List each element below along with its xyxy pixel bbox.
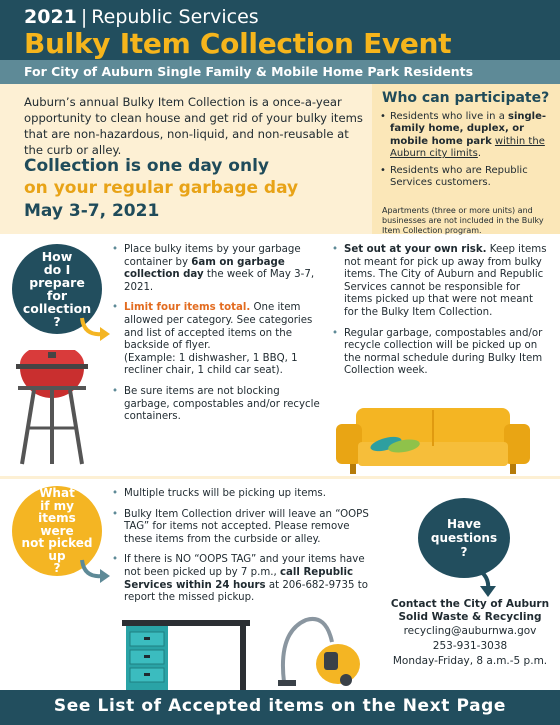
headline-one-day: Collection is one day only <box>24 156 269 176</box>
prepare-label-4: for <box>46 288 68 303</box>
header-banner <box>0 0 560 60</box>
who-can-participate-box <box>372 84 560 234</box>
prepare-label-1: How <box>41 249 73 264</box>
prepare-list-right <box>332 244 550 386</box>
bbq-grill-icon <box>14 350 90 468</box>
who-item-customers: • Residents who are Republic Services customers. <box>380 165 556 190</box>
questions-label-2: questions <box>430 531 498 545</box>
prepare-b4-bold: Set out at your own risk. <box>344 244 487 255</box>
whatif-label-1: What <box>39 486 75 501</box>
who-item1-end: . <box>477 148 482 160</box>
contact-block <box>380 598 560 669</box>
sofa-icon <box>336 402 530 476</box>
curved-arrow-icon <box>78 554 112 584</box>
prepare-list-left <box>112 244 322 432</box>
header-year: 2021 <box>24 6 77 28</box>
intro-text: Auburn’s annual Bulky Item Collection is a once-a-year opportunity to clean house and get rid of your bulky items that are non-hazardous, non-liquid, and non-reusable at the curb or alley. <box>24 95 363 157</box>
questions-question-mark: ? <box>460 545 468 559</box>
page-title: Bulky Item Collection Event <box>24 27 452 60</box>
prepare-label-3: prepare <box>29 275 85 290</box>
prepare-item-risk <box>332 244 550 320</box>
prepare-item-limit <box>112 302 322 378</box>
whatif-b3-pre: If there is NO “OOPS TAG” and your items have not been picked up by 7 p.m., <box>124 554 365 578</box>
prepare-b2-limit: Limit four items total. <box>124 302 251 314</box>
prepare-label-5: collection <box>22 301 92 316</box>
prepare-b1-post: the week of May 3-7, 2021. <box>124 269 315 293</box>
whatif-item-oops-tag: • Bulky Item Collection driver will leave an “OOPS TAG” for items not accepted. Please remove these items from the curbside or alley. <box>112 509 377 547</box>
whatif-item-missed <box>112 554 377 604</box>
whatif-label-3: items were <box>38 511 76 538</box>
prepare-b2-example: (Example: 1 dishwasher, 1 BBQ, 1 recliner chair, 1 child car seat). <box>124 352 298 377</box>
prepare-item-regular: • Regular garbage, compostables and/or recycle collection will be picked up on the normal schedule during Bulky Item Collection week. <box>332 328 550 378</box>
prepare-b1-bold: 6am on garbage collection day <box>124 256 285 281</box>
contact-phone[interactable]: 253-931-3038 <box>432 640 508 652</box>
page-subtitle: For City of Auburn Single Family & Mobile Home Park Residents <box>24 64 474 79</box>
whatif-label-5: up <box>48 548 66 563</box>
desk-icon <box>122 620 250 690</box>
prepare-b1-pre: Place bulky items by your garbage container by <box>124 244 301 268</box>
who-title: Who can participate? <box>382 90 550 106</box>
who-item1-bold: single-family home, duplex, or mobile home park <box>390 111 547 147</box>
prepare-item-blocking: • Be sure items are not blocking garbage, compostables and/or recycle containers. <box>112 386 322 424</box>
who-item-residents <box>380 111 556 161</box>
subtitle-bar <box>0 60 560 84</box>
whatif-b3-bold: call Republic Services within 24 hours <box>124 566 354 591</box>
contact-hours: Monday-Friday, 8 a.m.-5 p.m. <box>392 655 548 667</box>
whatif-label-4: not picked <box>21 536 93 551</box>
whatif-label-2: if my <box>40 498 74 513</box>
footer-banner <box>0 690 560 725</box>
prepare-label-2: do I <box>43 262 71 277</box>
whatif-b3-post: at 206-682-9735 to report the missed pickup. <box>124 579 368 604</box>
prepare-question-mark: ? <box>53 314 61 329</box>
questions-label-1: Have <box>446 517 482 531</box>
header-org: Republic Services <box>91 6 259 28</box>
header-separator: | <box>80 6 88 28</box>
header-org-line <box>24 6 259 28</box>
whatif-item-trucks: • Multiple trucks will be picking up items. <box>112 488 377 501</box>
headline-garbage-day: on your regular garbage day <box>24 178 299 198</box>
vacuum-icon <box>276 612 364 690</box>
footer-text: See List of Accepted items on the Next Page <box>53 696 507 716</box>
headline-dates: May 3-7, 2021 <box>24 201 160 221</box>
contact-title-2: Solid Waste & Recycling <box>398 611 542 623</box>
contact-email[interactable]: recycling@auburnwa.gov <box>403 625 537 637</box>
contact-title-1: Contact the City of Auburn <box>390 598 550 610</box>
whatif-question-mark: ? <box>53 561 61 576</box>
what-if-list <box>112 488 377 613</box>
who-item1-pre: Residents who live in a <box>390 111 509 122</box>
section-divider <box>0 476 560 479</box>
who-item1-underline: within the Auburn city limits <box>390 135 545 160</box>
prepare-b2-post: One item allowed per category. See categories and list of accepted items on the backside of flyer. <box>124 302 313 352</box>
prepare-b4-post: Keep items not meant for pick up away from bulky items. The City of Auburn and Republic Services cannot be responsible for items picked up that were not meant for the Bulky Item Collection. <box>344 244 547 318</box>
who-list <box>380 111 556 193</box>
prepare-item-placement <box>112 244 322 294</box>
curved-arrow-icon <box>78 312 112 342</box>
curved-arrow-icon <box>470 566 504 598</box>
who-note: Apartments (three or more units) and businesses are not included in the Bulky Item Collection program. <box>382 206 544 235</box>
